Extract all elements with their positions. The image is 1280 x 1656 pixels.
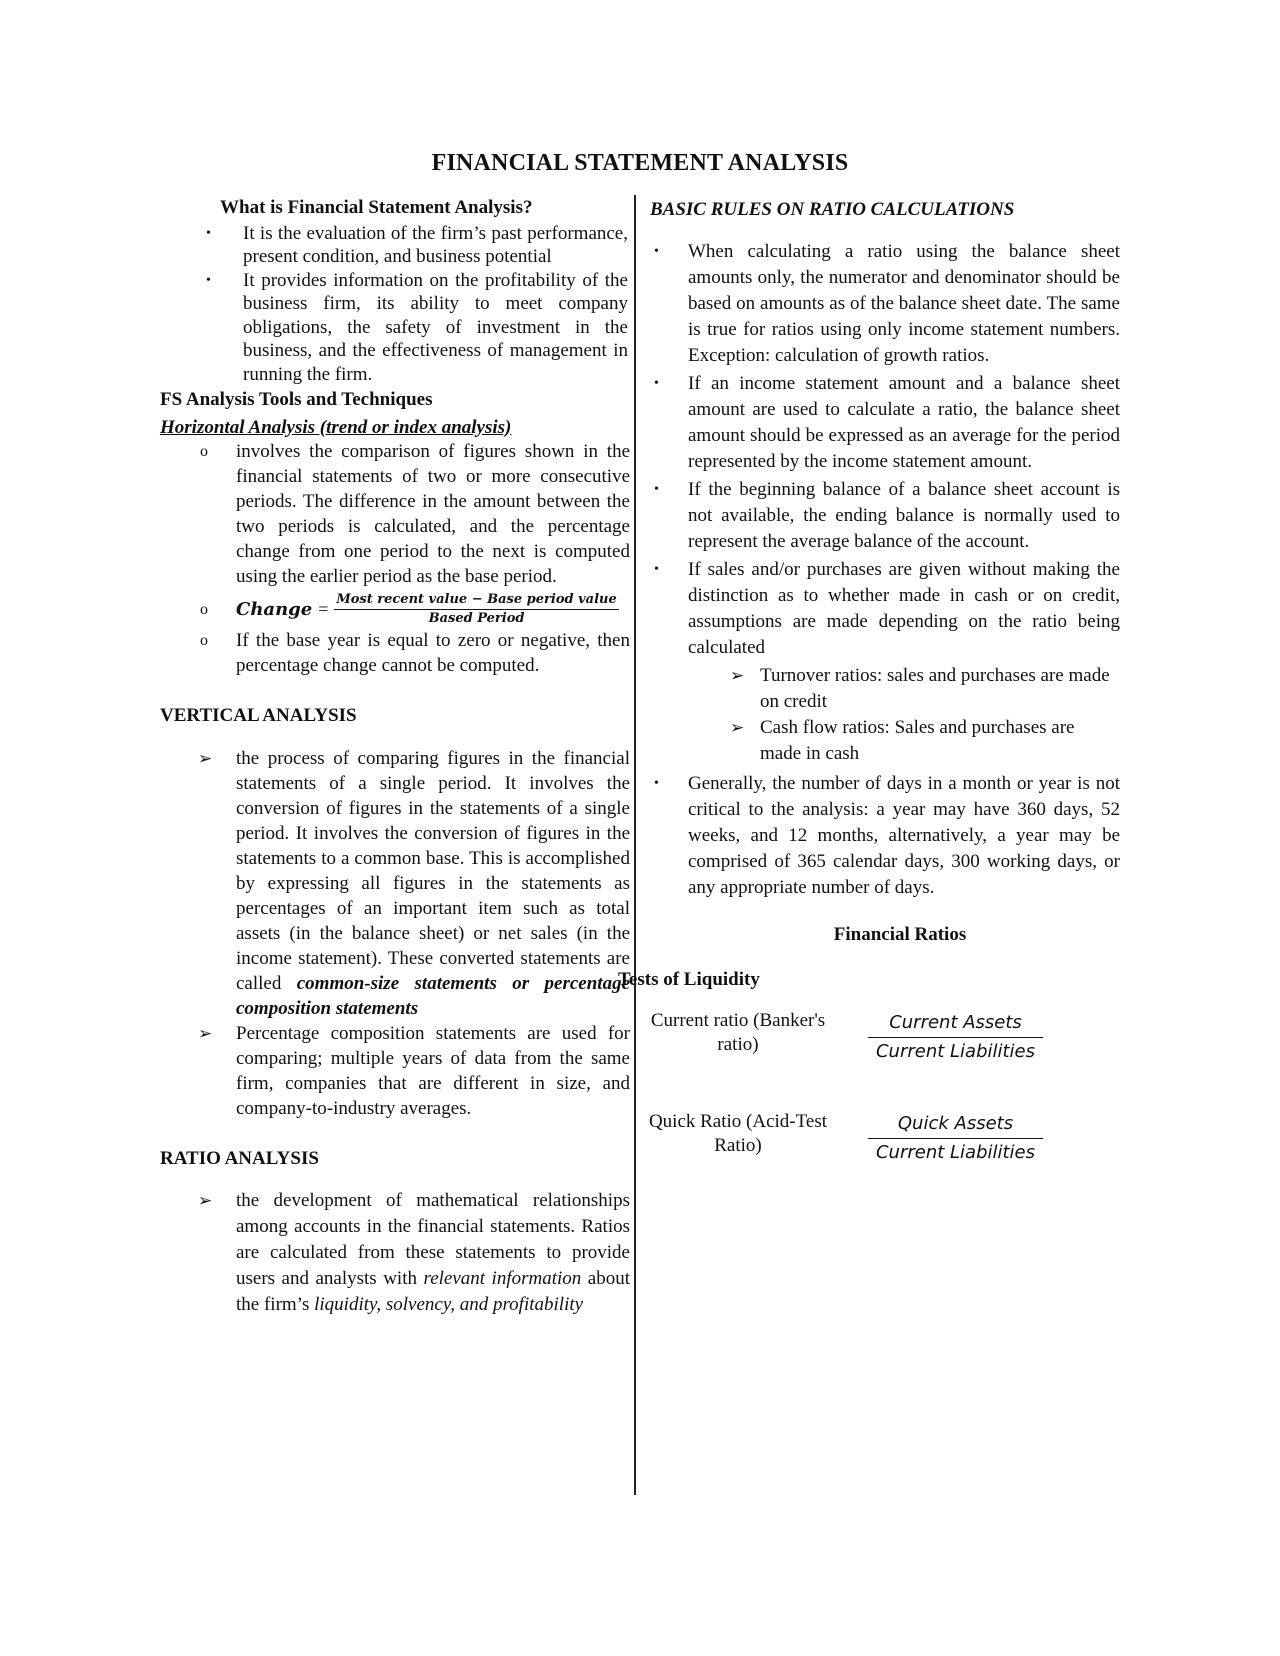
list-item [160,222,630,269]
list-item-text: about the firm’s [236,1268,631,1315]
left-column [160,196,630,1318]
question-heading: What is Financial Statement Analysis? [220,197,533,218]
column-divider [634,195,636,1495]
list-item [650,477,1120,555]
bullet-icon: • [654,562,659,577]
emphasis-text: relevant information [423,1268,582,1289]
document-title: FINANCIAL STATEMENT ANALYSIS [431,150,849,176]
formula-numerator: Most recent value − Base period value [334,591,618,610]
tools-heading: FS Analysis Tools and Techniques [160,389,433,410]
list-item [650,771,1120,901]
formula-item [160,591,630,628]
financial-ratios-heading: Financial Ratios [833,924,967,945]
arrow-bullet-icon: ➢ [730,666,745,685]
formula-equals: = [318,599,329,619]
ratio-analysis-heading: RATIO ANALYSIS [160,1147,319,1169]
circle-bullet-icon: o [200,601,208,618]
ratio-numerator: Current Assets [868,1009,1043,1038]
list-item [160,628,630,678]
bullet-icon: • [206,225,211,241]
rules-heading: BASIC RULES ON RATIO CALCULATIONS [650,199,1015,220]
ratio-denominator: Current Liabilities [875,1142,1036,1163]
bullet-icon: • [654,776,659,791]
arrow-bullet-icon: ➢ [730,718,745,737]
ratio-name: Quick Ratio (Acid-Test Ratio) [648,1111,828,1156]
list-item-text: the development of mathematical relationships among accounts in the financial statements. Ratios are calculated from these statements to provide users and analysts with [236,1190,630,1289]
arrow-bullet-icon: ➢ [198,748,213,768]
list-item-text: If an income statement amount and a balance sheet amount are used to calculate a ratio, the balance sheet amount should be expressed as an average for the period represented by the income statement amount. [688,373,1120,472]
bullet-icon: • [654,482,659,497]
list-item-text: If the beginning balance of a balance sheet account is not available, the ending balance is normally used to represent the average balance of the account. [688,479,1120,552]
formula-fraction [334,591,618,628]
circle-bullet-icon: o [200,632,208,649]
ratio-denominator: Current Liabilities [875,1041,1036,1062]
list-item-text: the process of comparing figures in the financial statements of a single period. It involves the conversion of figures in the statements of a single period. It involves the conversion of figures in the statements to a common base. This is accomplished by expressing all figures in the statements as percentages of an important item such as total assets (in the balance sheet) or net sales (in the income statement). These converted statements are called [236,747,630,994]
list-item-text: If sales and/or purchases are given without making the distinction as to whether made in cash or on credit, assumptions are made depending on the ratio being calculated [688,559,1120,658]
list-item-text: Cash flow ratios: Sales and purchases are made in cash [760,717,1075,764]
liquidity-heading: Tests of Liquidity [618,969,760,990]
emphasis-text: common-size statements or percentage composition statements [236,972,630,1019]
arrow-bullet-icon: ➢ [198,1191,213,1210]
list-item [650,239,1120,369]
arrow-bullet-icon: ➢ [198,1023,213,1043]
formula-denominator: Based Period [428,611,525,626]
list-item-text: involves the comparison of figures shown in the financial statements of two or more consecutive periods. The difference in the amount between the two periods is calculated, and the percentage change from one period to the next is computed using the earlier period as the base period. [236,441,630,587]
list-item [160,1188,630,1318]
ratio-row [638,1009,1120,1066]
bullet-icon: • [206,272,211,288]
list-item-text: If the base year is equal to zero or negative, then percentage change cannot be computed. [236,630,630,676]
list-item [650,371,1120,475]
formula-lhs: Change [236,599,313,620]
list-item [160,1021,630,1121]
emphasis-text: liquidity, solvency, and profitability [314,1294,584,1315]
list-item [160,439,630,589]
ratio-numerator: Quick Assets [868,1110,1043,1139]
bullet-icon: • [654,376,659,391]
list-item-text: Generally, the number of days in a month or year is not critical to the analysis: a year may have 360 days, 52 weeks, and 12 months, alternatively, a year may be comprised of 365 calendar days, 300 working days, or any appropriate number of days. [688,773,1120,898]
list-item [160,269,630,387]
list-item-text: Turnover ratios: sales and purchases are made on credit [760,665,1110,712]
ratio-formula [868,1110,1043,1167]
horizontal-analysis-heading: Horizontal Analysis (trend or index analysis) [160,416,512,438]
bullet-icon: • [654,244,659,259]
ratio-formula [868,1009,1043,1066]
right-column [618,196,1120,1211]
ratio-name: Current ratio (Banker's ratio) [650,1010,826,1055]
change-formula [236,591,630,628]
list-item-text: It is the evaluation of the firm’s past performance, present condition, and business potential [243,222,628,267]
list-item-text: It provides information on the profitability of the business firm, its ability to meet company obligations, the safety of investment in the business, and the effectiveness of management in running the firm. [243,269,628,385]
circle-bullet-icon: o [200,443,208,460]
list-item-text: Percentage composition statements are used for comparing; multiple years of data from the same firm, companies that are different in size, and company-to-industry averages. [236,1022,630,1119]
list-item [160,746,630,1021]
list-item-text: When calculating a ratio using the balance sheet amounts only, the numerator and denominator should be based on amounts as of the balance sheet date. The same is true for ratios using only income statement numbers. Exception: calculation of growth ratios. [688,241,1120,366]
list-item [650,557,1120,661]
sub-list-item [650,663,1120,715]
ratio-row [638,1110,1120,1167]
vertical-analysis-heading: VERTICAL ANALYSIS [160,705,357,726]
sub-list-item [650,715,1120,767]
